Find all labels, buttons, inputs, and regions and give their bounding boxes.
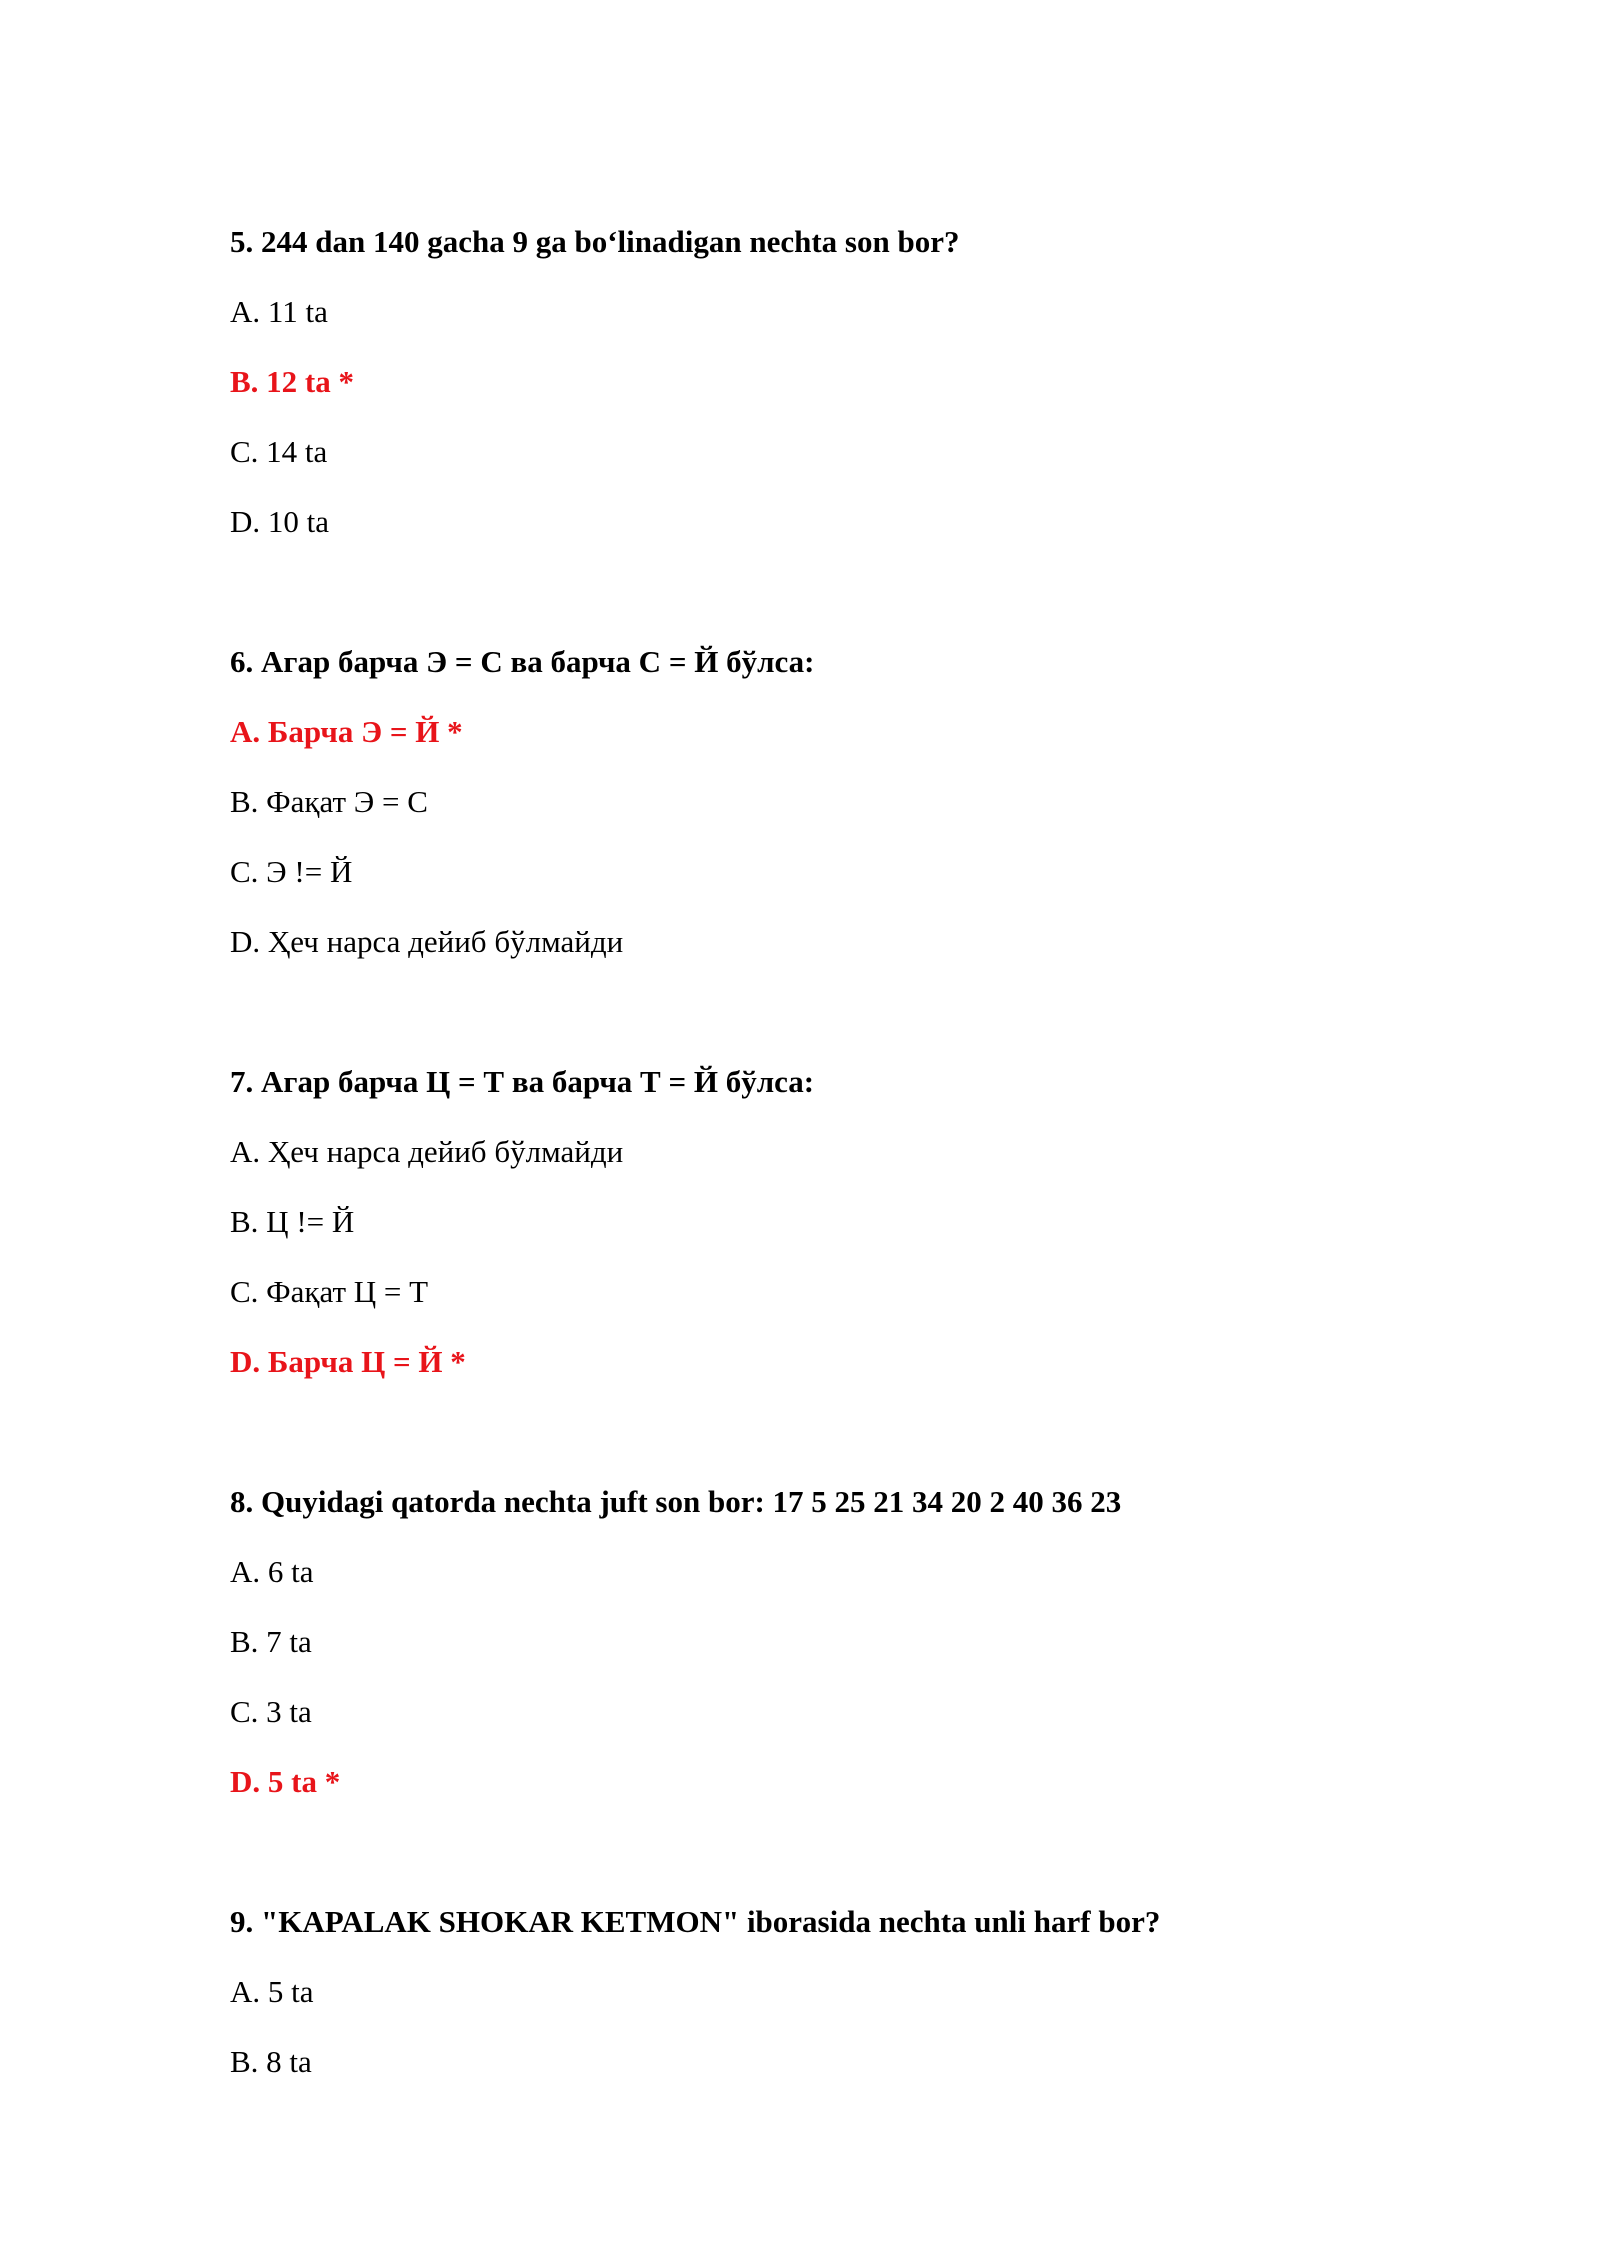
question-title: 5. 244 dan 140 gacha 9 ga bo‘linadigan nechta son bor? (230, 224, 960, 259)
answer-option-a: A. 5 ta (230, 1974, 314, 2009)
question-6 (230, 642, 1530, 962)
answer-option-d: D. Ҳеч нарса дейиб бўлмайди (230, 924, 624, 959)
answer-option-a: A. Ҳеч нарса дейиб бўлмайди (230, 1134, 624, 1169)
answer-option-b-correct: B. 12 ta * (230, 364, 354, 399)
question-title: 6. Агар барча Э = С ва барча С = Й бўлса: (230, 644, 815, 679)
answer-option-a-correct: A. Барча Э = Й * (230, 714, 463, 749)
answer-option-b: B. Фақат Э = С (230, 784, 428, 819)
answer-option-d-correct: D. Барча Ц = Й * (230, 1344, 466, 1379)
answer-option-b: B. 7 ta (230, 1624, 312, 1659)
answer-option-c: C. 14 ta (230, 434, 328, 469)
answer-option-b: B. Ц != Й (230, 1204, 355, 1239)
question-9 (230, 1902, 1530, 2082)
answer-option-c: C. Фақат Ц = Т (230, 1274, 429, 1309)
answer-option-c: C. 3 ta (230, 1694, 312, 1729)
answer-option-d: D. 10 ta (230, 504, 330, 539)
answer-option-a: A. 6 ta (230, 1554, 314, 1589)
question-5 (230, 222, 1530, 542)
answer-option-a: A. 11 ta (230, 294, 328, 329)
question-title: 8. Quyidagi qatorda nechta juft son bor: 17 5 25 21 34 20 2 40 36 23 (230, 1484, 1122, 1519)
answer-option-c: C. Э != Й (230, 854, 353, 889)
answer-option-d-correct: D. 5 ta * (230, 1764, 341, 1799)
question-7 (230, 1062, 1530, 1382)
question-title: 7. Агар барча Ц = Т ва барча Т = Й бўлса: (230, 1064, 815, 1099)
question-title: 9. "KAPALAK SHOKAR KETMON" iborasida nechta unli harf bor? (230, 1904, 1161, 1939)
answer-option-b: B. 8 ta (230, 2044, 312, 2079)
question-8 (230, 1482, 1530, 1802)
